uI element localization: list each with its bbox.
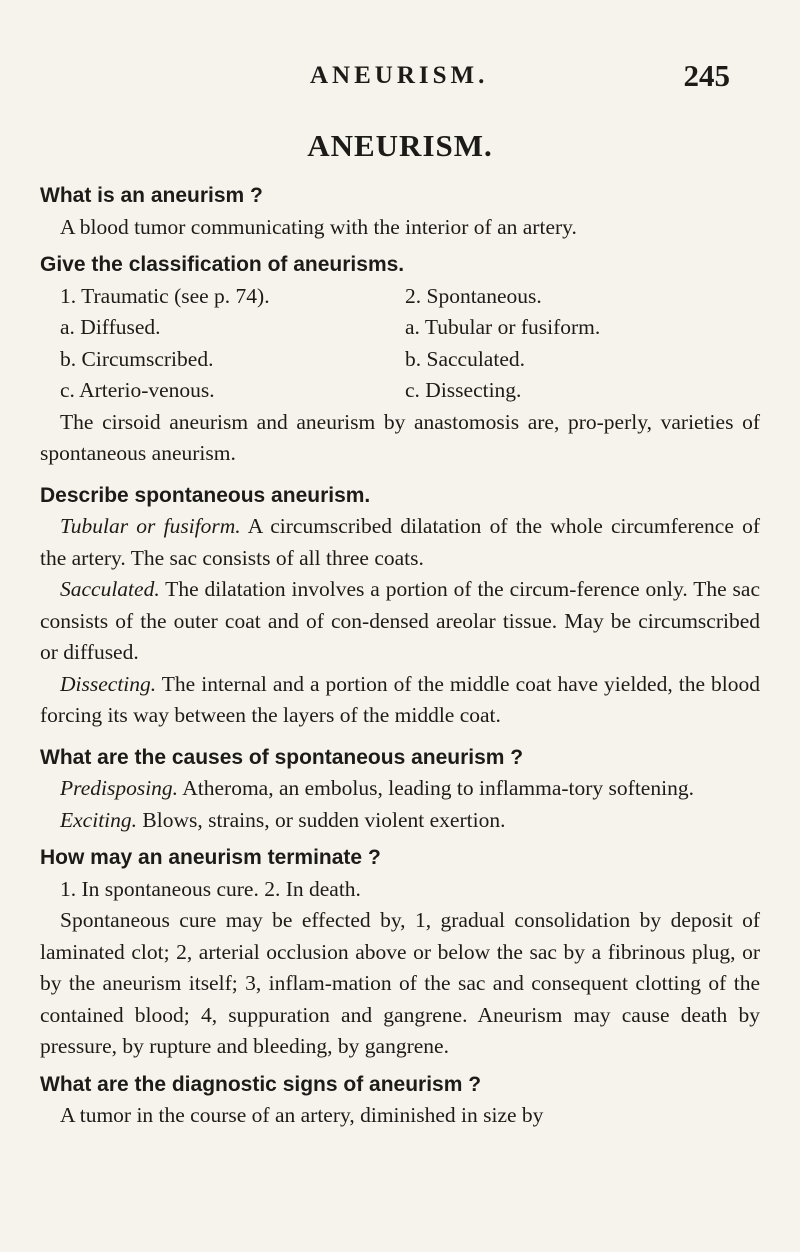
classification-list <box>40 281 760 407</box>
definition: Atheroma, an embolus, leading to inflamma-tory softening. <box>178 776 694 800</box>
classification-item: a. Tubular or fusiform. <box>405 315 601 339</box>
paragraph <box>40 773 760 805</box>
classification-item: b. Sacculated. <box>405 346 525 371</box>
definition: A circumscribed dilatation of the whole circumference of the artery. The sac consists of all three coats. <box>40 514 760 570</box>
paragraph <box>40 574 760 669</box>
term: Predisposing. <box>60 776 179 800</box>
answer: 1. In spontaneous cure. 2. In death. <box>60 876 361 901</box>
term: Sacculated. <box>60 577 160 601</box>
question: Describe spontaneous aneurism. <box>40 483 371 507</box>
classification-item: b. Circumscribed. <box>60 346 214 371</box>
running-head <box>40 58 760 102</box>
classification-heading: 1. Traumatic (see p. 74). <box>60 283 270 308</box>
question: What are the diagnostic signs of aneurism ? <box>40 1072 482 1096</box>
question: How may an aneurism terminate ? <box>40 846 381 869</box>
question: What is an aneurism ? <box>40 184 263 207</box>
answer: A tumor in the course of an artery, diminished in size by <box>60 1103 544 1127</box>
term: Tubular or fusiform. <box>60 514 241 538</box>
classification-item: c. Dissecting. <box>405 378 522 402</box>
running-title: ANEURISM. <box>310 62 489 89</box>
paragraph <box>40 805 760 837</box>
page-number: 245 <box>683 58 730 93</box>
definition: Blows, strains, or sudden violent exertion. <box>137 807 506 832</box>
chapter-title: ANEURISM. <box>307 128 493 163</box>
classification-heading: 2. Spontaneous. <box>405 283 542 308</box>
page-body <box>40 180 760 1132</box>
classification-item: a. Diffused. <box>60 315 161 339</box>
definition: The dilatation involves a portion of the circum-ference only. The sac consists of the outer coat and of con-densed areolar tissue. May be circumscribed or diffused. <box>40 577 760 664</box>
term: Dissecting. <box>60 671 157 696</box>
answer: A blood tumor communicating with the interior of an artery. <box>60 214 577 239</box>
question: What are the causes of spontaneous aneurism ? <box>40 745 524 769</box>
classification-item: c. Arterio-venous. <box>60 378 215 402</box>
definition: The internal and a portion of the middle coat have yielded, the blood forcing its way between the layers of the middle coat. <box>40 671 760 727</box>
question: Give the classification of aneurisms. <box>40 253 405 276</box>
term: Exciting. <box>60 807 138 832</box>
paragraph <box>40 511 760 574</box>
paragraph: Spontaneous cure may be effected by, 1, gradual consolidation by deposit of laminated clot; 2, arterial occlusion above or below the sac by a fibrinous plug, or by the aneurism itself; 3, inflam-mation of the sac and consequent clotting of the contained blood; 4, suppuration and gangrene. Aneurism may cause death by pressure, by rupture and bleeding, by gangrene. <box>40 908 760 1058</box>
paragraph <box>40 669 760 732</box>
paragraph: The cirsoid aneurism and aneurism by anastomosis are, pro-perly, varieties of spontaneous aneurism. <box>40 409 760 465</box>
